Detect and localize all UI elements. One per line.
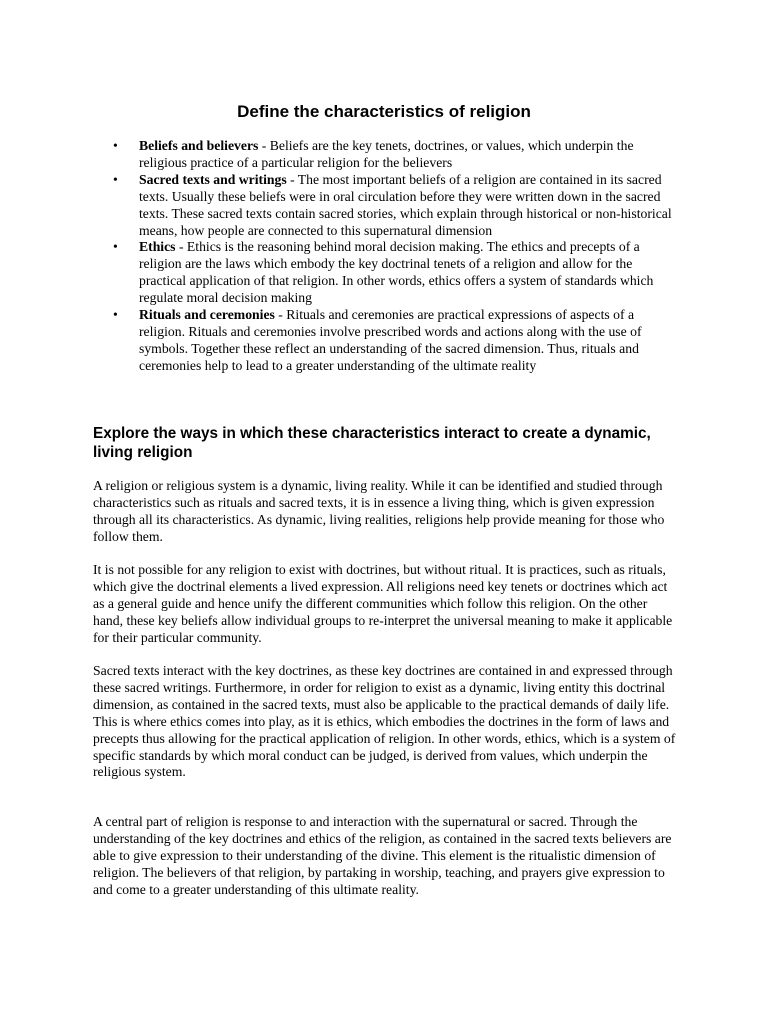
list-item-text: - Ethics is the reasoning behind moral decision making. The ethics and precepts of a religion are the laws which embody the key doctrinal tenets of a religion and allow for the practical application of that religion. In other words, ethics offers a system of standards which regulate moral decision making [139,239,654,306]
list-item-text: - The most important beliefs of a religion are contained in its sacred texts. Usually these beliefs were in oral circulation before they were written down in the sacred texts. These sacred texts contain sacred stories, which explain through historical or non-historical means, how people are connected to this supernatural dimension [139,171,672,238]
list-item-term: Beliefs and believers [139,138,259,153]
bullet-icon: • [113,171,118,187]
paragraph: Sacred texts interact with the key doctrines, as these key doctrines are contained in and expressed through these sacred writings. Furthermore, in order for religion to exist as a dynamic, living entity this doctrinal dimension, as contained in the sacred texts, must also be applicable to the practical demands of daily life. This is where ethics comes into play, as it is ethics, which embodies the doctrines in the form of laws and precepts thus allowing for the practical application of religion. In other words, ethics, which is a system of specific standards by which moral conduct can be judged, is derived from values, which underpin the religious system. [93,663,676,780]
list-item-term: Sacred texts and writings [139,171,287,187]
list-item-text: - Rituals and ceremonies are practical expressions of aspects of a religion. Rituals and ceremonies involve prescribed words and actions along with the use of symbols. Together these reflect an understanding of the sacred dimension. Thus, rituals and ceremonies help to lead to a greater understanding of the ultimate reality [139,307,642,373]
list-item-term: Ethics [139,239,176,255]
characteristics-list [113,138,679,375]
bullet-icon: • [113,239,118,255]
paragraph: A religion or religious system is a dynamic, living reality. While it can be identified and studied through characteristics such as rituals and sacred texts, it is in essence a living thing, which is given expression through all its characteristics. As dynamic, living realities, religions help provide meaning for those who follow them. [93,478,665,544]
list-item-term: Rituals and ceremonies [139,307,275,323]
bullet-icon: • [113,138,118,153]
list-item-text: - Beliefs are the key tenets, doctrines, or values, which underpin the religious practice of a particular religion for the believers [139,138,634,170]
list-item [113,138,679,172]
paragraph: A central part of religion is response to and interaction with the supernatural or sacred. Through the understanding of the key doctrines and ethics of the religion, as contained in the sacred texts believers are able to give expression to their understanding of the divine. This element is the ritualistic dimension of religion. The believers of that religion, by partaking in worship, teaching, and prayers give expression to and come to a greater understanding of this ultimate reality. [93,814,672,897]
page-title: Define the characteristics of religion [237,102,531,121]
list-item [113,307,679,375]
bullet-icon: • [113,307,118,323]
list-item [113,172,679,240]
list-item [113,239,679,307]
paragraph: It is not possible for any religion to exist with doctrines, but without ritual. It is practices, such as rituals, which give the doctrinal elements a lived expression. All religions need key tenets or doctrines which act as a general guide and hence unify the different communities which follow this religion. On the other hand, these key beliefs allow individual groups to re-interpret the universal meaning to make it applicable for their particular community. [93,562,673,645]
section-heading: Explore the ways in which these characteristics interact to create a dynamic, living religion [93,425,651,461]
